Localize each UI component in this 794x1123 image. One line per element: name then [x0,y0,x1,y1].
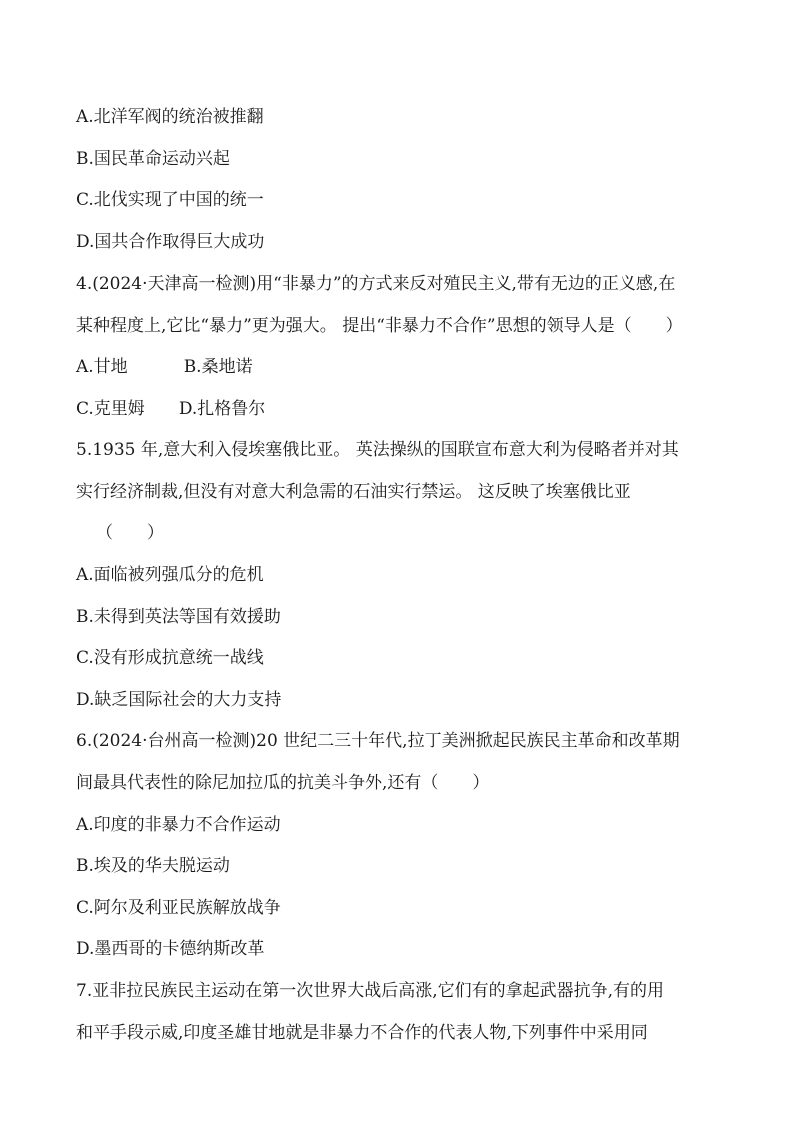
q6-option-c: C.阿尔及利亚民族解放战争 [76,898,281,918]
q4-option-a: A.甘地 [76,357,128,377]
q6-stem-line2: 间最具代表性的除尼加拉瓜的抗美斗争外,还有（ ） [76,773,490,793]
q4-options-row2 [76,399,726,419]
q4-option-d: D.扎格鲁尔 [178,399,266,419]
q7-stem-line1: 7.亚非拉民族民主运动在第一次世界大战后高涨,它们有的拿起武器抗争,有的用 [76,981,665,1001]
q5-stem-line2: 实行经济制裁,但没有对意大利急需的石油实行禁运。 这反映了埃塞俄比亚 [76,482,631,502]
q5-answer-paren: （ ） [96,523,164,543]
q5-option-a: A.面临被列强瓜分的危机 [76,565,264,585]
q4-stem-line1: 4.(2024·天津高一检测)用“非暴力”的方式来反对殖民主义,带有无边的正义感,在 [76,274,676,294]
q7-stem-line2: 和平手段示威,印度圣雄甘地就是非暴力不合作的代表人物,下列事件中采用同 [76,1023,648,1043]
q3-option-c: C.北伐实现了中国的统一 [76,190,264,210]
q6-option-b: B.埃及的华夫脱运动 [76,856,230,876]
q6-stem-line1: 6.(2024·台州高一检测)20 世纪二三十年代,拉丁美洲掀起民族民主革命和改革期 [76,731,680,751]
q5-stem-line1: 5.1935 年,意大利入侵埃塞俄比亚。 英法操纵的国联宣布意大利为侵略者并对其 [76,440,679,460]
q4-options-row1 [76,357,726,377]
q5-option-c: C.没有形成抗意统一战线 [76,648,264,668]
q3-option-b: B.国民革命运动兴起 [76,149,230,169]
q4-stem-line2: 某种程度上,它比“暴力”更为强大。 提出“非暴力不合作”思想的领导人是（ ） [76,316,683,336]
q5-option-d: D.缺乏国际社会的大力支持 [76,690,282,710]
q4-option-c: C.克里姆 [76,399,145,419]
q3-option-d: D.国共合作取得巨大成功 [76,232,265,252]
q4-option-b: B.桑地诺 [183,357,253,377]
q6-option-d: D.墨西哥的卡德纳斯改革 [76,939,265,959]
q5-option-b: B.未得到英法等国有效援助 [76,607,281,627]
q3-option-a: A.北洋军阀的统治被推翻 [76,107,264,127]
q6-option-a: A.印度的非暴力不合作运动 [76,815,281,835]
